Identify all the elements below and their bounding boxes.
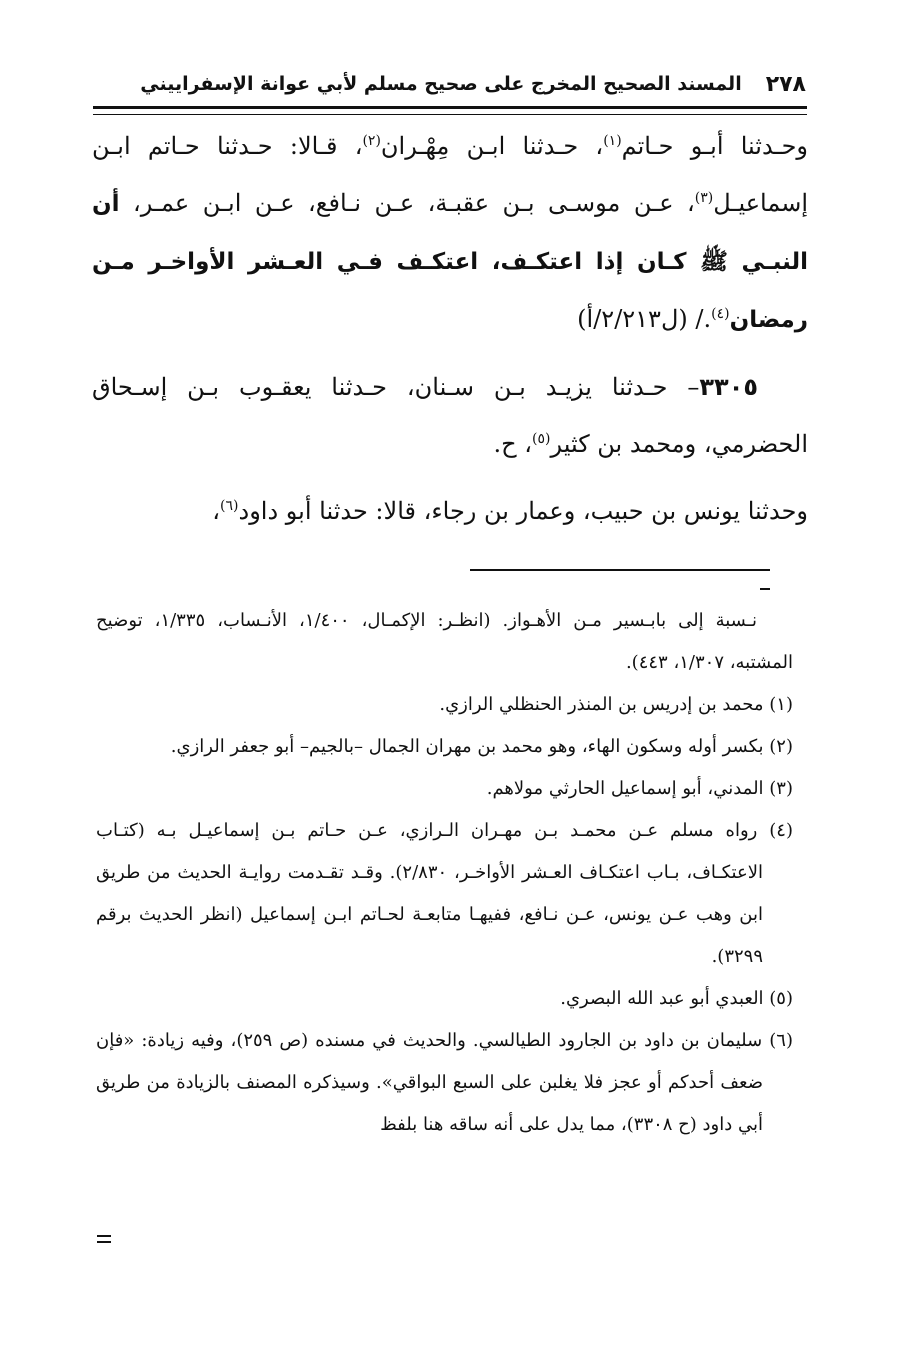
running-title: المسند الصحيح المخرج على صحيح مسلم لأبي عوانة الإسفراييني <box>140 73 742 95</box>
footnote-4: (٤) رواه مسلم عـن محمـد بـن مهـران الـرازي، عـن حـاتم بـن إسماعيـل بـه (كتـاب الاعتكـاف، بـاب اعتكـاف العـشر الأواخـر، ٢/٨٣٠). وقـد تقـدمت روايـة الحديث من طريق ابن وهب عـن يونس، عـن نـافع، ففيهـا متابعـة لحـاتم ابـن إسماعيل (انظر الحديث برقم ٣٢٩٩). <box>96 820 793 967</box>
page-number: ٢٧٨ <box>765 71 806 97</box>
footnote-ref-6: (٦) <box>220 498 239 514</box>
footnote-continuation: نـسبة إلى بابـسير مـن الأهـواز. (انظـر: الإكمـال، ١/٤٠٠، الأنـساب، ١/٣٣٥، توضيح المشتبه، ١/٣٠٧، ٤٤٣). <box>96 610 793 673</box>
footnote-2: (٢) بكسر أوله وسكون الهاء، وهو محمد بن مهران الجمال –بالجيم– أبو جعفر الرازي. <box>170 736 793 757</box>
continuation-mark <box>760 588 770 590</box>
text-run: ، عـن موسـى بـن عقبـة، عـن نـافع، عـن ابـن عمـر، <box>133 189 695 217</box>
header-rule <box>93 106 807 115</box>
footnote-ref-2: (٢) <box>362 133 381 149</box>
text-run: ، <box>212 497 221 525</box>
hadith-text-bold: أن النبـي ﷺ كـان إذا اعتكـف، اعتكـف فـي العـشر الأواخـر مـن رمضان <box>92 191 808 333</box>
page-header <box>95 62 806 106</box>
paragraph-1 <box>92 118 808 349</box>
footnote-ref-5: (٥) <box>532 431 551 447</box>
text-run: وحدثنا يونس بن حبيب، وعمار بن رجاء، قالا: حدثنا أبو داود <box>238 497 808 525</box>
paragraph-2 <box>92 359 808 473</box>
footnote-6: (٦) سليمان بن داود بن الجارود الطيالسي. والحديث في مسنده (ص ٢٥٩)، وفيه زيادة: «فإن ضعف أحدكم أو عجز فلا يغلبن على السبع البواقي». وسيذكره المصنف بالزيادة من طريق أبي داود (ح ٣٣٠٨)، مما يدل على أنه ساقه هنا بلفظ <box>96 1030 793 1135</box>
text-run: ، ح. <box>493 430 532 458</box>
text-run: – حـدثنا يزيـد بـن سـنان، حـدثنا يعقـوب بـن إسـحاق الحضرمي، ومحمد بن كثير <box>92 373 808 458</box>
footnote-ref-4: (٤) <box>711 306 730 322</box>
text-run: ، حـدثنا ابـن مِهْـران <box>380 132 604 160</box>
hadith-number: ٣٣٠٥ <box>699 373 758 401</box>
footnote-5: (٥) العبدي أبو عبد الله البصري. <box>560 988 793 1009</box>
footnote-separator <box>470 569 770 571</box>
footnote-ref-3: (٣) <box>694 190 714 206</box>
text-run: وحـدثنا أبـو حـاتم <box>621 132 809 160</box>
footnote-3: (٣) المدني، أبو إسماعيل الحارثي مولاهم. <box>486 778 793 799</box>
paragraph-3 <box>92 483 808 540</box>
main-text <box>92 118 808 550</box>
footnote-ref-1: (١) <box>603 133 622 149</box>
footnote-1: (١) محمد بن إدريس بن المنذر الحنظلي الرازي. <box>439 694 793 715</box>
continuation-mark-bottom <box>97 1235 111 1243</box>
footnotes <box>96 600 793 1146</box>
manuscript-ref: ./ (ل٢/٢١٣/أ) <box>577 305 712 333</box>
text-run: ، قـالا: حـدثنا حـاتم ابـن إسماعيـل <box>92 132 808 217</box>
